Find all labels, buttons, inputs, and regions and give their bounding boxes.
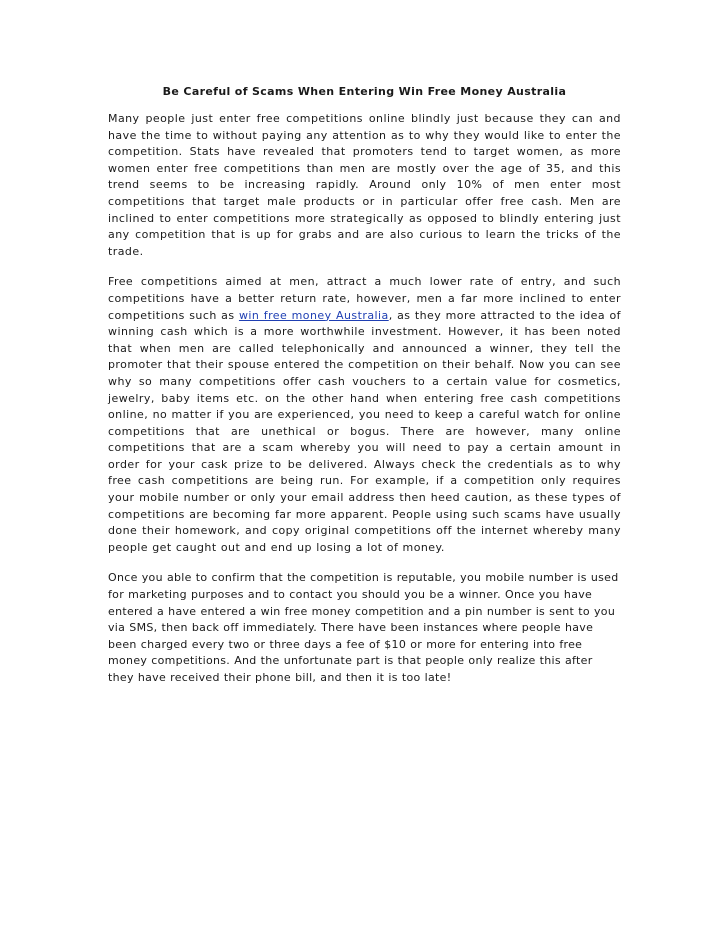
document-body bbox=[108, 84, 621, 701]
paragraph-2-text-before-link: Free competitions aimed at men, attract a much lower rate of entry, and such competitions have a better return rate, however, men a far more inclined to enter competitions such as bbox=[108, 275, 621, 322]
paragraph-3: Once you able to confirm that the competition is reputable, you mobile number is used for marketing purposes and to contact you should you be a winner. Once you have entered a have entered a win free money competition and a pin number is sent to you via SMS, then back off immediately. There have been instances where people have been charged every two or three days a fee of $10 or more for entering into free money competitions. And the unfortunate part is that people only realize this after they have received their phone bill, and then it is too late! bbox=[108, 571, 619, 684]
paragraph-2 bbox=[108, 274, 621, 556]
paragraph-1: Many people just enter free competitions online blindly just because they can and have the time to without paying any attention as to why they would like to enter the competition. Stats have revealed that promoters tend to target women, as more women enter free competitions than men are mostly over the age of 35, and this trend seems to be increasing rapidly. Around only 10% of men enter most competitions that target male products or in particular offer free cash. Men are inclined to enter competitions more strategically as opposed to blindly entering just any competition that is up for grabs and are also curious to learn the tricks of the trade. bbox=[108, 112, 621, 258]
win-free-money-australia-link[interactable]: win free money Australia bbox=[238, 308, 389, 322]
paragraph-2-text-after-link: , as they more attracted to the idea of winning cash which is a more worthwhile investment. However, it has been noted that when men are called telephonically and announced a winner, they tell the promoter that their spouse entered the competition on their behalf. Now you can see why so many competitions offer cash vouchers to a certain value for cosmetics, jewelry, baby items etc. on the other hand when entering free cash competitions online, no matter if you are experienced, you need to keep a careful watch for online competitions that are unethical or bogus. There are however, many online competitions that are a scam whereby you will need to pay a certain amount in order for your cask prize to be delivered. Always check the credentials as to why free cash competitions are being run. For example, if a competition only requires your mobile number or only your email address then heed caution, as these types of competitions are becoming far more apparent. People using such scams have usually done their homework, and copy original competitions off the internet whereby many people get caught out and end up losing a lot of money. bbox=[108, 308, 621, 554]
document-title: Be Careful of Scams When Entering Win Free Money Australia bbox=[162, 85, 567, 98]
